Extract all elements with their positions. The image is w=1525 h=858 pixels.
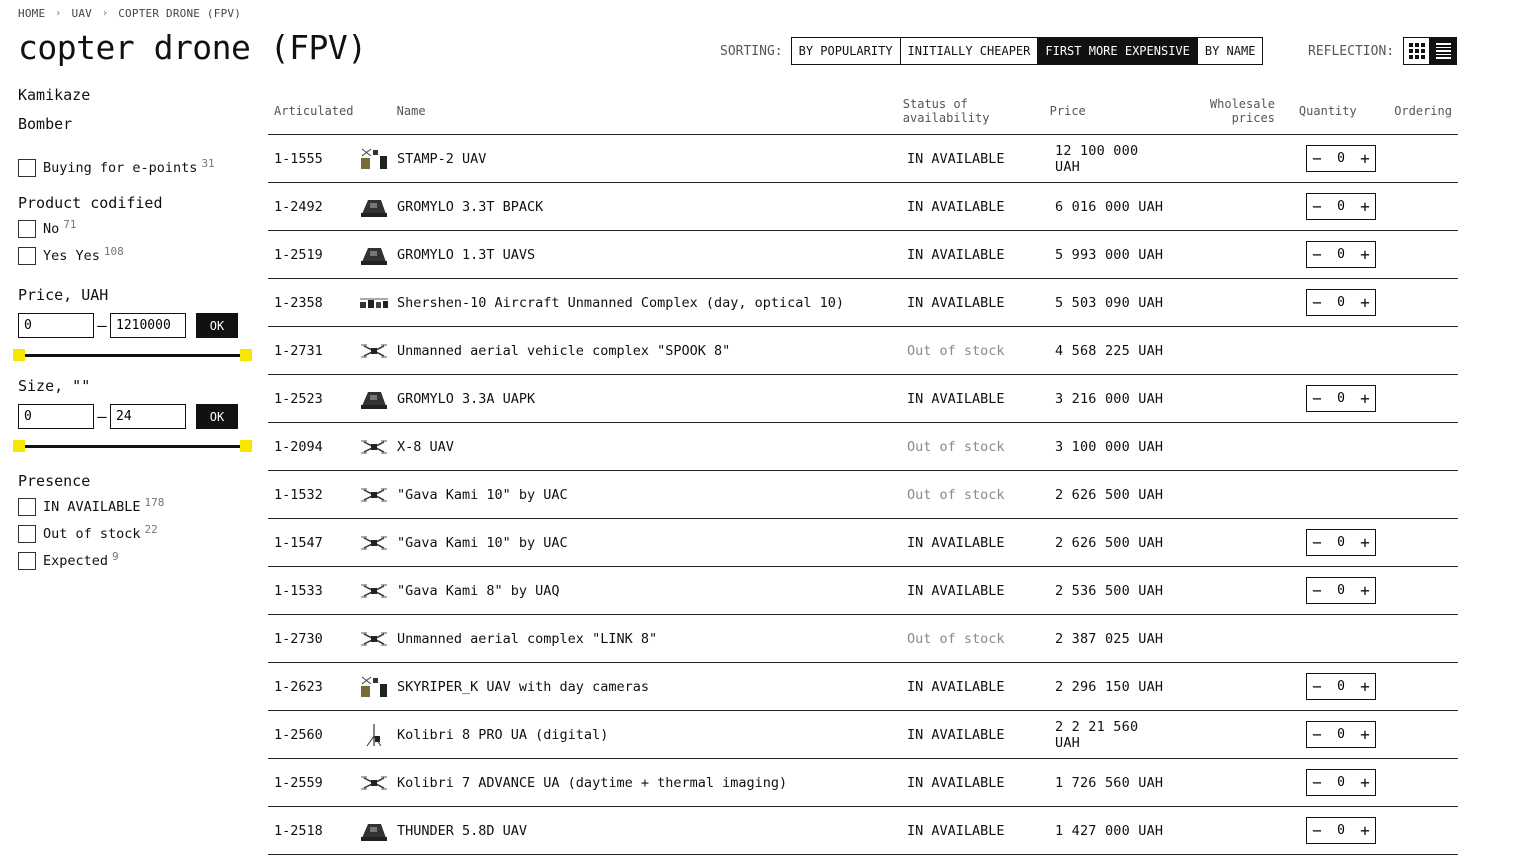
header-quantity: Quantity: [1298, 104, 1357, 118]
checkbox[interactable]: [18, 220, 36, 238]
filter-count: 22: [144, 523, 158, 536]
quantity-cell: [1292, 721, 1402, 748]
quantity-cell: [1292, 241, 1402, 268]
grid-view-button[interactable]: [1403, 37, 1430, 65]
table-row[interactable]: [268, 423, 1458, 471]
quadcopter-icon: [359, 530, 389, 556]
increment-button[interactable]: +: [1355, 578, 1375, 603]
price-ok-button[interactable]: OK: [196, 313, 238, 338]
decrement-button[interactable]: −: [1307, 194, 1327, 219]
quantity-cell: [1292, 673, 1402, 700]
table-row[interactable]: [268, 759, 1458, 807]
decrement-button[interactable]: −: [1307, 578, 1327, 603]
case-icon: [359, 194, 389, 220]
table-row[interactable]: [268, 471, 1458, 519]
increment-button[interactable]: +: [1355, 146, 1375, 171]
article-number: 1-1533: [274, 582, 323, 599]
breadcrumb-uav[interactable]: UAV: [71, 7, 92, 20]
case-icon: [359, 242, 389, 268]
sort-by-name-button[interactable]: BY NAME: [1198, 38, 1263, 64]
product-name[interactable]: "Gava Kami 10" by UAC: [397, 534, 568, 551]
filter-label: Out of stock: [43, 525, 141, 542]
drone-kit-icon: [359, 146, 389, 172]
table-row[interactable]: [268, 231, 1458, 279]
product-price: 5 503 090 UAH: [1055, 294, 1164, 311]
table-row[interactable]: [268, 135, 1458, 183]
increment-button[interactable]: +: [1355, 530, 1375, 555]
sort-cheaper-button[interactable]: INITIALLY CHEAPER: [901, 38, 1039, 64]
table-row[interactable]: [268, 183, 1458, 231]
size-slider-min-handle[interactable]: [13, 440, 25, 452]
quantity-stepper[interactable]: [1306, 673, 1376, 700]
quantity-cell: [1292, 577, 1402, 604]
product-thumbnail[interactable]: [350, 530, 397, 556]
product-name[interactable]: Kolibri 8 PRO UA (digital): [397, 726, 609, 743]
checkbox[interactable]: [18, 159, 36, 177]
product-name[interactable]: "Gava Kami 8" by UAQ: [397, 582, 560, 599]
size-title: Size, "": [18, 377, 91, 395]
checkbox[interactable]: [18, 525, 36, 543]
product-price: 2 626 500 UAH: [1055, 486, 1164, 503]
filter-in-available[interactable]: [18, 493, 248, 520]
quantity-input[interactable]: [1327, 530, 1355, 555]
header-status: Status of availability: [902, 97, 990, 125]
antenna-icon: [359, 722, 389, 748]
product-name[interactable]: Kolibri 7 ADVANCE UA (daytime + thermal imaging): [397, 774, 788, 791]
increment-button[interactable]: +: [1355, 674, 1375, 699]
sort-label: SORTING:: [720, 43, 783, 59]
filter-out-of-stock[interactable]: [18, 520, 248, 547]
quantity-input[interactable]: [1327, 818, 1355, 843]
article-number: 1-2731: [274, 342, 323, 359]
availability-status: IN AVAILABLE: [907, 246, 1005, 263]
filter-epoints-label: Buying for e-points: [43, 159, 198, 176]
grid-icon: [1409, 43, 1425, 59]
increment-button[interactable]: +: [1355, 770, 1375, 795]
article-number: 1-2094: [274, 438, 323, 455]
table-row[interactable]: [268, 663, 1458, 711]
filter-count: 31: [201, 157, 215, 170]
product-price: 3 100 000 UAH: [1055, 438, 1164, 455]
price-slider[interactable]: [18, 348, 246, 364]
product-name[interactable]: "Gava Kami 10" by UAC: [397, 486, 568, 503]
availability-status: IN AVAILABLE: [907, 150, 1005, 167]
size-min-input[interactable]: [18, 404, 94, 429]
quantity-input[interactable]: [1327, 770, 1355, 795]
article-number: 1-2518: [274, 822, 323, 839]
availability-status: Out of stock: [907, 438, 1005, 455]
product-thumbnail[interactable]: [350, 242, 397, 268]
product-price: 2 626 500 UAH: [1055, 534, 1164, 551]
product-name[interactable]: STAMP-2 UAV: [397, 150, 487, 167]
filter-label: No: [43, 220, 60, 237]
filter-count: 9: [112, 550, 119, 563]
increment-button[interactable]: +: [1355, 818, 1375, 843]
filter-label: IN AVAILABLE: [43, 498, 141, 515]
presence-title: Presence: [18, 472, 91, 490]
quantity-input[interactable]: [1327, 290, 1355, 315]
quadcopter-icon: [359, 482, 389, 508]
product-thumbnail[interactable]: [350, 722, 397, 748]
product-name[interactable]: Unmanned aerial complex "LINK 8": [397, 630, 658, 647]
category-bomber[interactable]: Bomber: [18, 115, 73, 133]
availability-status: IN AVAILABLE: [907, 774, 1005, 791]
filter-count: 108: [103, 245, 124, 258]
availability-status: IN AVAILABLE: [907, 198, 1005, 215]
availability-status: IN AVAILABLE: [907, 534, 1005, 551]
list-view-button[interactable]: [1430, 37, 1457, 65]
product-price: 12 100 000 UAH: [1055, 142, 1139, 175]
sort-bar: [720, 37, 1263, 65]
filter-label: Expected: [43, 552, 109, 569]
availability-status: Out of stock: [907, 630, 1005, 647]
checkbox[interactable]: [18, 247, 36, 265]
price-slider-max-handle[interactable]: [240, 349, 252, 361]
sort-by-popularity-button[interactable]: BY POPULARITY: [792, 38, 901, 64]
quantity-stepper[interactable]: [1306, 817, 1376, 844]
price-slider-min-handle[interactable]: [13, 349, 25, 361]
quantity-stepper[interactable]: [1306, 577, 1376, 604]
header-articulated: Articulated: [274, 104, 354, 118]
filter-count: 178: [144, 496, 165, 509]
checkbox[interactable]: [18, 498, 36, 516]
header-wholesale: Wholesale prices: [1209, 97, 1275, 125]
product-table: [268, 88, 1458, 855]
quantity-stepper[interactable]: [1306, 241, 1376, 268]
page-title: copter drone (FPV): [18, 28, 367, 67]
product-price: 2 296 150 UAH: [1055, 678, 1164, 695]
product-name[interactable]: GROMYLO 1.3T UAVS: [397, 246, 536, 263]
quantity-input[interactable]: [1327, 578, 1355, 603]
table-header: [268, 88, 1458, 135]
quadcopter-icon: [359, 770, 389, 796]
quantity-input[interactable]: [1327, 146, 1355, 171]
article-number: 1-2623: [274, 678, 323, 695]
table-row[interactable]: [268, 615, 1458, 663]
decrement-button[interactable]: −: [1307, 818, 1327, 843]
size-ok-button[interactable]: OK: [196, 404, 238, 429]
product-price: 2 387 025 UAH: [1055, 630, 1164, 647]
quantity-stepper[interactable]: [1306, 529, 1376, 556]
size-slider[interactable]: [18, 439, 246, 455]
view-label: REFLECTION:: [1308, 43, 1395, 59]
quantity-input[interactable]: [1327, 194, 1355, 219]
quantity-input[interactable]: [1327, 674, 1355, 699]
quantity-cell: [1292, 385, 1402, 412]
header-name: Name: [396, 104, 426, 118]
table-row[interactable]: [268, 519, 1458, 567]
case-icon: [359, 818, 389, 844]
sort-expensive-button[interactable]: FIRST MORE EXPENSIVE: [1038, 38, 1198, 64]
product-thumbnail[interactable]: [350, 626, 397, 652]
sort-options: [791, 37, 1264, 65]
article-number: 1-2519: [274, 246, 323, 263]
availability-status: IN AVAILABLE: [907, 294, 1005, 311]
increment-button[interactable]: +: [1355, 386, 1375, 411]
breadcrumb-home[interactable]: HOME: [18, 7, 46, 20]
article-number: 1-1547: [274, 534, 323, 551]
list-icon: [1436, 43, 1451, 59]
product-thumbnail[interactable]: [350, 338, 397, 364]
article-number: 1-1532: [274, 486, 323, 503]
decrement-button[interactable]: −: [1307, 290, 1327, 315]
decrement-button[interactable]: −: [1307, 674, 1327, 699]
product-price: 1 427 000 UAH: [1055, 822, 1164, 839]
product-price: 2 2 21 560 UAH: [1055, 718, 1139, 751]
quadcopter-icon: [359, 434, 389, 460]
product-price: 6 016 000 UAH: [1055, 198, 1164, 215]
decrement-button[interactable]: −: [1307, 146, 1327, 171]
article-number: 1-2730: [274, 630, 323, 647]
product-price: 2 536 500 UAH: [1055, 582, 1164, 599]
quadcopter-icon: [359, 626, 389, 652]
filter-sidebar: [18, 84, 248, 574]
price-min-input[interactable]: [18, 313, 94, 338]
size-range: 0 — 24 OK: [18, 404, 248, 429]
article-number: 1-2492: [274, 198, 323, 215]
product-thumbnail[interactable]: [350, 482, 397, 508]
table-row[interactable]: [268, 327, 1458, 375]
product-name[interactable]: GROMYLO 3.3T BPACK: [397, 198, 544, 215]
case-icon: [359, 386, 389, 412]
quantity-cell: [1292, 145, 1402, 172]
size-max-input[interactable]: [110, 404, 186, 429]
product-name[interactable]: THUNDER 5.8D UAV: [397, 822, 528, 839]
decrement-button[interactable]: −: [1307, 770, 1327, 795]
quadcopter-icon: [359, 338, 389, 364]
filter-epoints[interactable]: [18, 154, 248, 181]
filter-label: Yes Yes: [43, 247, 100, 264]
product-thumbnail[interactable]: [350, 194, 397, 220]
quantity-cell: [1292, 817, 1402, 844]
chevron-right-icon: ›: [102, 8, 109, 19]
increment-button[interactable]: +: [1355, 722, 1375, 747]
quantity-input[interactable]: [1327, 242, 1355, 267]
filter-codified-yes[interactable]: [18, 242, 248, 269]
product-name[interactable]: X-8 UAV: [397, 438, 454, 455]
product-codified-title: Product codified: [18, 194, 163, 212]
article-number: 1-2560: [274, 726, 323, 743]
table-row[interactable]: [268, 375, 1458, 423]
category-kamikaze[interactable]: Kamikaze: [18, 86, 91, 104]
price-title: Price, UAH: [18, 286, 109, 304]
price-range: 0 — 1210000 OK: [18, 313, 248, 338]
availability-status: Out of stock: [907, 342, 1005, 359]
product-thumbnail[interactable]: [350, 578, 397, 604]
availability-status: IN AVAILABLE: [907, 822, 1005, 839]
quantity-stepper[interactable]: [1306, 145, 1376, 172]
view-toggle: [1308, 37, 1457, 65]
header-price: Price: [1049, 104, 1086, 118]
product-name[interactable]: SKYRIPER_K UAV with day cameras: [397, 678, 649, 695]
table-row[interactable]: [268, 711, 1458, 759]
quantity-stepper[interactable]: [1306, 289, 1376, 316]
breadcrumb-current: COPTER DRONE (FPV): [118, 7, 242, 20]
size-slider-max-handle[interactable]: [240, 440, 252, 452]
drone-kit-icon: [359, 674, 389, 700]
filter-expected[interactable]: [18, 547, 248, 574]
product-thumbnail[interactable]: [350, 386, 397, 412]
article-number: 1-2559: [274, 774, 323, 791]
article-number: 1-1555: [274, 150, 323, 167]
availability-status: IN AVAILABLE: [907, 390, 1005, 407]
increment-button[interactable]: +: [1355, 242, 1375, 267]
quantity-input[interactable]: [1327, 386, 1355, 411]
availability-status: IN AVAILABLE: [907, 726, 1005, 743]
product-thumbnail[interactable]: [350, 818, 397, 844]
quantity-input[interactable]: [1327, 722, 1355, 747]
quantity-stepper[interactable]: [1306, 769, 1376, 796]
table-row[interactable]: [268, 567, 1458, 615]
product-name[interactable]: GROMYLO 3.3A UAPK: [397, 390, 536, 407]
quantity-stepper[interactable]: [1306, 385, 1376, 412]
product-thumbnail[interactable]: [350, 290, 397, 316]
product-price: 1 726 560 UAH: [1055, 774, 1164, 791]
increment-button[interactable]: +: [1355, 194, 1375, 219]
header-ordering: Ordering: [1394, 104, 1452, 118]
table-row[interactable]: [268, 807, 1458, 855]
table-body: [268, 135, 1458, 855]
availability-status: IN AVAILABLE: [907, 678, 1005, 695]
quantity-cell: [1292, 769, 1402, 796]
increment-button[interactable]: +: [1355, 290, 1375, 315]
decrement-button[interactable]: −: [1307, 242, 1327, 267]
availability-status: IN AVAILABLE: [907, 582, 1005, 599]
drone-set-icon: [359, 290, 389, 316]
decrement-button[interactable]: −: [1307, 530, 1327, 555]
filter-codified-no[interactable]: [18, 215, 248, 242]
availability-status: Out of stock: [907, 486, 1005, 503]
breadcrumb: [18, 7, 241, 20]
product-price: 4 568 225 UAH: [1055, 342, 1164, 359]
product-thumbnail[interactable]: [350, 146, 397, 172]
product-name[interactable]: Unmanned aerial vehicle complex "SPOOK 8": [397, 342, 731, 359]
article-number: 1-2523: [274, 390, 323, 407]
product-thumbnail[interactable]: [350, 770, 397, 796]
product-thumbnail[interactable]: [350, 674, 397, 700]
price-max-input[interactable]: [110, 313, 186, 338]
article-number: 1-2358: [274, 294, 323, 311]
quadcopter-icon: [359, 578, 389, 604]
quantity-stepper[interactable]: [1306, 193, 1376, 220]
quantity-stepper[interactable]: [1306, 721, 1376, 748]
decrement-button[interactable]: −: [1307, 722, 1327, 747]
filter-count: 71: [63, 218, 77, 231]
product-name[interactable]: Shershen-10 Aircraft Unmanned Complex (day, optical 10): [397, 294, 845, 311]
checkbox[interactable]: [18, 552, 36, 570]
quantity-cell: [1292, 289, 1402, 316]
product-price: 3 216 000 UAH: [1055, 390, 1164, 407]
quantity-cell: [1292, 193, 1402, 220]
product-thumbnail[interactable]: [350, 434, 397, 460]
chevron-right-icon: ›: [55, 8, 62, 19]
table-row[interactable]: [268, 279, 1458, 327]
decrement-button[interactable]: −: [1307, 386, 1327, 411]
quantity-cell: [1292, 529, 1402, 556]
product-price: 5 993 000 UAH: [1055, 246, 1164, 263]
